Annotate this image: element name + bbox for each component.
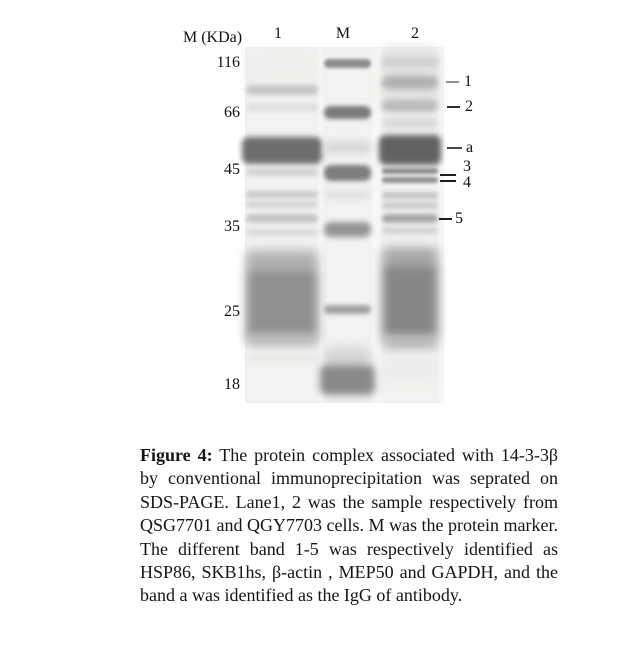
figure-caption	[140, 444, 558, 608]
gel-lane-2	[381, 47, 439, 403]
band-label-1: 1	[464, 73, 472, 90]
marker-label-45: 45	[224, 161, 240, 178]
band-label-a: a	[466, 139, 474, 156]
lane-label-2: 2	[411, 25, 419, 42]
gel-lane-1-band	[246, 268, 317, 340]
band-label-4: 4	[463, 174, 471, 191]
gel-lane-M-band	[324, 141, 371, 154]
gel-lane-1	[245, 47, 319, 403]
gel-lane-1-band	[246, 201, 317, 208]
marker-label-18: 18	[224, 376, 240, 393]
gel-lane-1-band	[242, 137, 322, 164]
band-tick-a	[447, 147, 462, 149]
gel-lane-2-band	[382, 57, 438, 67]
gel-lane-1-band	[246, 229, 317, 236]
gel-lane-M-band	[320, 365, 375, 395]
gel-lane-2-band	[382, 357, 438, 383]
gel-lane-M	[323, 47, 372, 403]
gel-lane-2-band	[379, 135, 442, 165]
gel-lane-2-band	[382, 177, 438, 183]
gel-lane-M-band	[324, 165, 371, 181]
gel-lane-2-band	[382, 263, 438, 339]
band-tick-2	[447, 106, 460, 108]
lane-label-1: 1	[274, 25, 282, 42]
marker-unit-header: M (KDa)	[183, 29, 243, 46]
band-label-5: 5	[455, 210, 463, 227]
figure-caption-text: The protein complex associated with 14-3-3β by conventional immunoprecipitation was seprated on SDS-PAGE. Lane1, 2 was the sample respectively from QSG7701 and QGY7703 cells. M was the protein marker. The different band 1-5 was respectively identified as HSP86, SKB1hs, β-actin , MEP50 and GAPDH, and the band a was identified as the IgG of antibody.	[140, 445, 559, 606]
gel-lane-1-band	[246, 104, 317, 111]
gel-lane-2-band	[382, 227, 438, 234]
gel-lane-M-band	[324, 190, 371, 200]
gel-lane-M-band	[324, 106, 371, 119]
gel-lane-1-band	[246, 214, 317, 223]
gel-lane-2-band	[382, 168, 438, 174]
gel-lane-2-band	[382, 202, 438, 209]
gel-lane-M-band	[324, 305, 371, 314]
gel-lane-2-band	[382, 117, 438, 129]
marker-label-25: 25	[224, 303, 240, 320]
band-tick-3	[440, 174, 456, 176]
gel-lane-M-band	[324, 222, 371, 237]
gel-lane-1-band	[246, 168, 317, 176]
marker-label-116: 116	[216, 54, 240, 71]
gel-lane-2-band	[382, 214, 438, 223]
band-label-3: 3	[463, 158, 471, 175]
gel-lane-2-band	[382, 192, 438, 199]
lane-label-M: M	[335, 25, 351, 42]
band-tick-1	[446, 81, 459, 83]
marker-label-66: 66	[224, 104, 240, 121]
gel-lane-1-band	[246, 191, 317, 198]
gel-lane-2-band	[382, 100, 438, 112]
band-label-2: 2	[465, 98, 473, 115]
gel-lane-2-band	[382, 336, 438, 349]
gel-lane-1-band	[246, 51, 317, 87]
gel-lane-M-band	[324, 59, 371, 68]
band-tick-4	[440, 180, 456, 182]
marker-label-35: 35	[224, 218, 240, 235]
gel-lane-1-band	[246, 334, 317, 346]
gel-image	[245, 47, 444, 403]
gel-lane-1-band	[246, 85, 317, 95]
band-tick-5	[439, 218, 452, 220]
gel-lane-2-band	[382, 76, 438, 89]
gel-lane-1-band	[246, 355, 317, 363]
figure-caption-label: Figure 4:	[140, 445, 213, 465]
